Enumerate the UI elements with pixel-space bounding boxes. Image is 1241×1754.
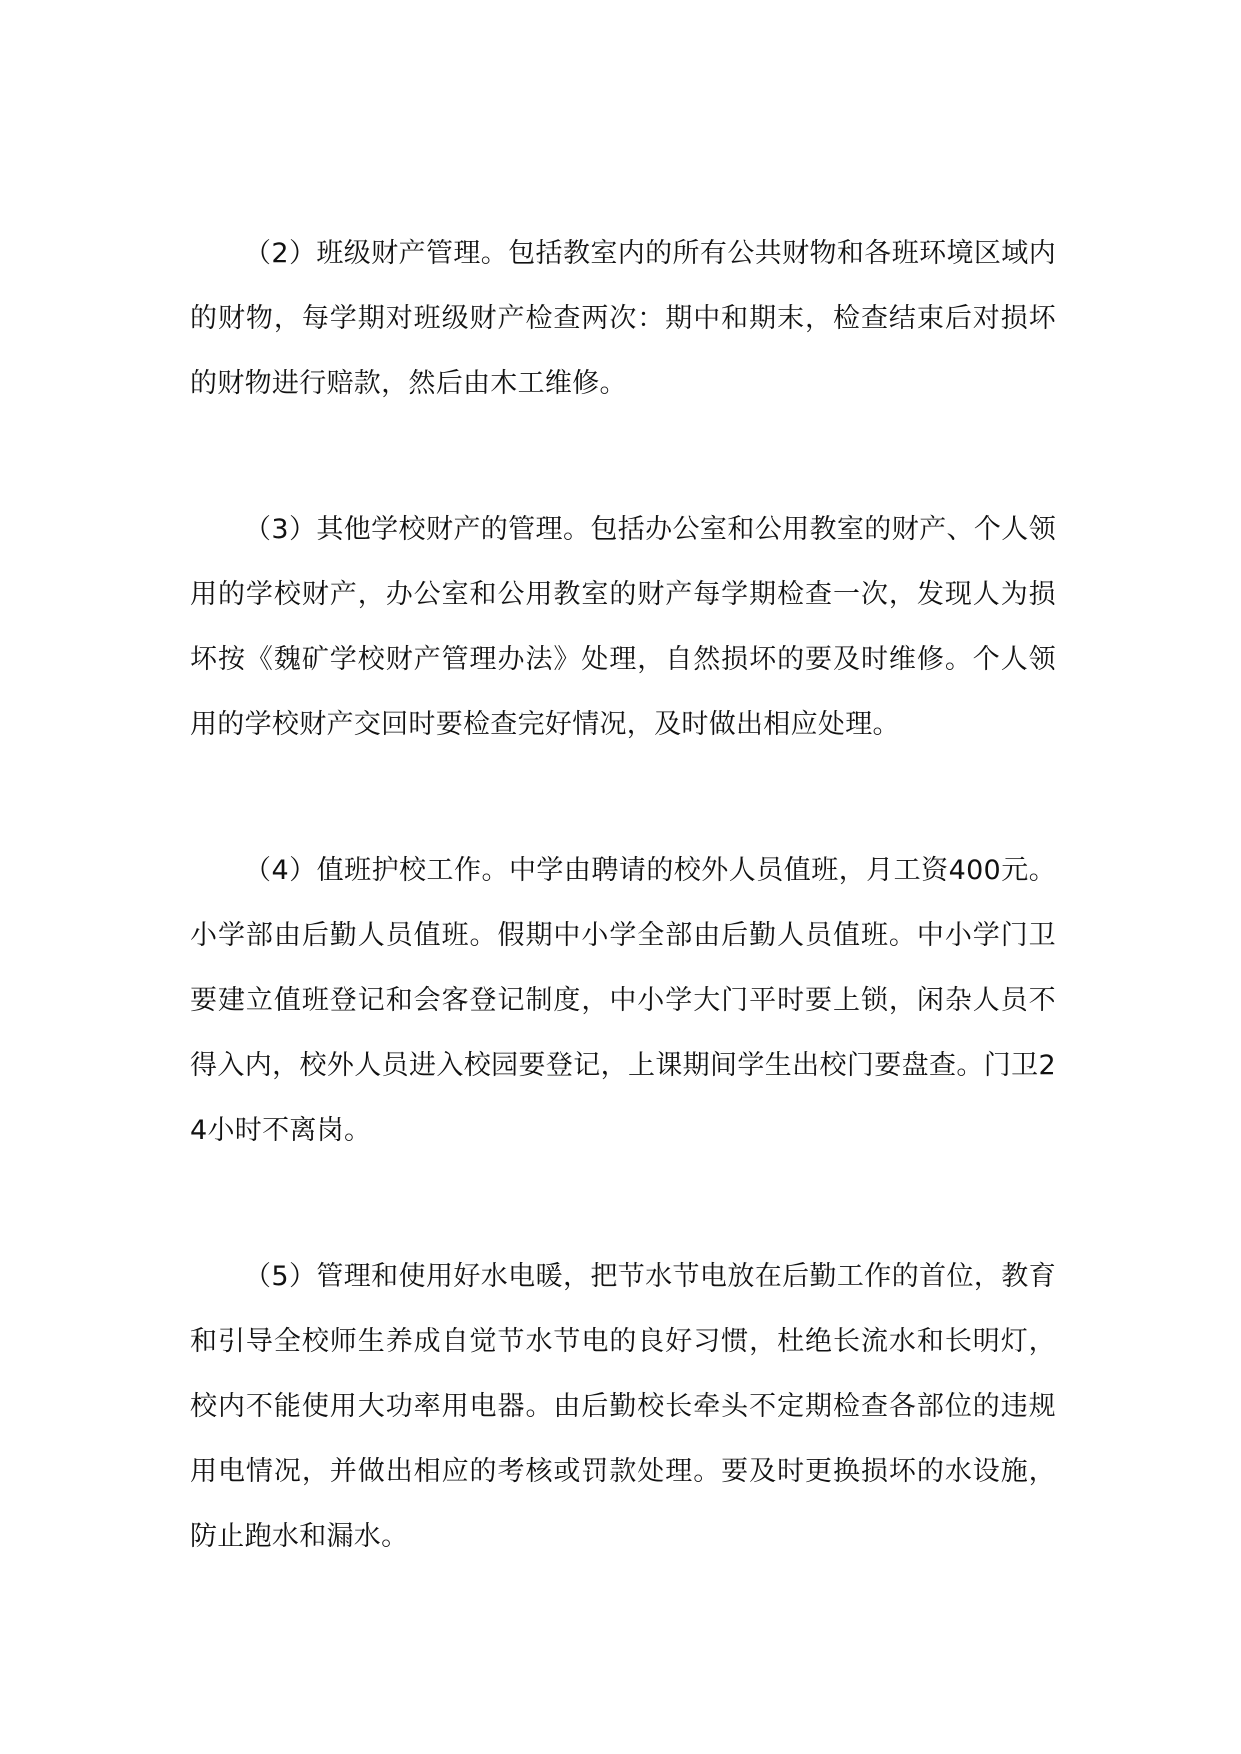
paragraph-water-electricity-heating: （5）管理和使用好水电暖，把节水节电放在后勤工作的首位，教育和引导全校师生养成自觉节水节电的良好习惯，杜绝长流水和长明灯，校内不能使用大功率用电器。由后勤校长牵头不定期检查各部位的违规用电情况，并做出相应的考核或罚款处理。要及时更换损坏的水设施，防止跑水和漏水。 — [190, 1261, 1056, 1552]
paragraph-class-property-management: （2）班级财产管理。包括教室内的所有公共财物和各班环境区域内的财物，每学期对班级财产检查两次：期中和期末，检查结束后对损坏的财物进行赔款，然后由木工维修。 — [190, 238, 1056, 399]
paragraph-other-school-property: （3）其他学校财产的管理。包括办公室和公用教室的财产、个人领用的学校财产，办公室和公用教室的财产每学期检查一次，发现人为损坏按《魏矿学校财产管理办法》处理，自然损坏的要及时维修。个人领用的学校财产交回时要检查完好情况，及时做出相应处理。 — [190, 514, 1056, 740]
paragraph-duty-guard-work: （4）值班护校工作。中学由聘请的校外人员值班，月工资400元。小学部由后勤人员值班。假期中小学全部由后勤人员值班。中小学门卫要建立值班登记和会客登记制度，中小学大门平时要上锁，闲杂人员不得入内，校外人员进入校园要登记，上课期间学生出校门要盘查。门卫24小时不离岗。 — [190, 855, 1056, 1146]
document-body — [190, 221, 1056, 1569]
